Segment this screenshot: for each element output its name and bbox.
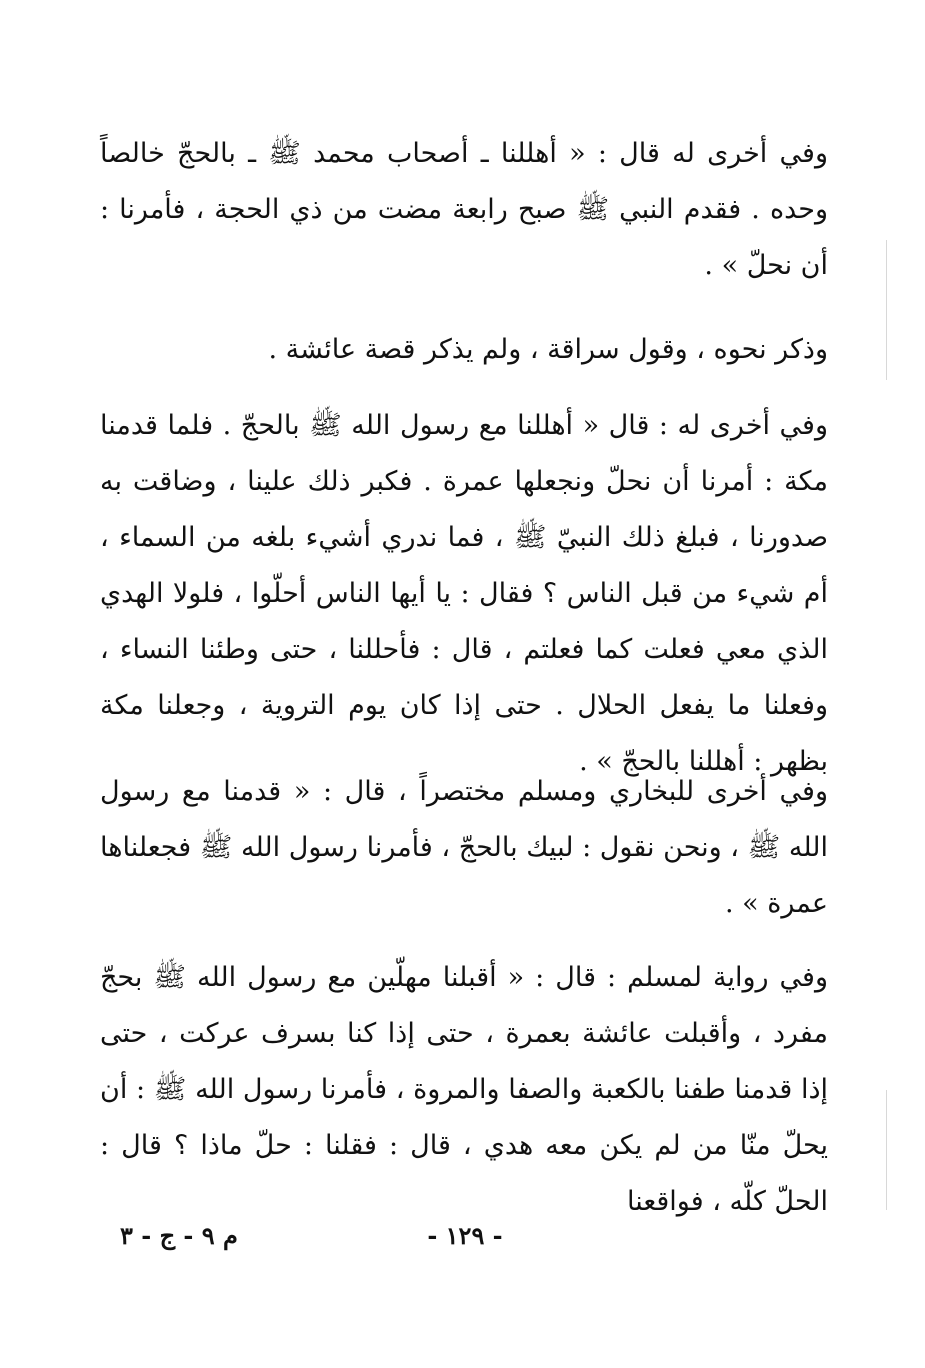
volume-reference: م ٩ - ج - ٣: [120, 1221, 238, 1250]
paragraph-hadith-4: وفي أخرى للبخاري ومسلم مختصراً ، قال : « قدمنا مع رسول الله ﷺ ، ونحن نقول : لبيك بالحجّ ، فأمرنا رسول الله ﷺ فجعلناها عمرة » .: [100, 776, 828, 919]
scan-edge-mark: [886, 1090, 887, 1210]
page-number: - ١٢٩ -: [427, 1221, 503, 1250]
paragraph-hadith-5: وفي رواية لمسلم : قال : « أقبلنا مهلّين مع رسول الله ﷺ بحجّ مفرد ، وأقبلت عائشة بعمرة ، حتى إذا كنا بسرف عركت ، حتى إذا قدمنا طفنا بالكعبة والصفا والمروة ، فأمرنا رسول الله ﷺ : أن يحلّ منّا من لم يكن معه هدي ، قال : فقلنا : حلّ ماذا ؟ قال : الحلّ كلّه ، فواقعنا: [100, 962, 828, 1217]
paragraph-hadith-2: وذكر نحوه ، وقول سراقة ، ولم يذكر قصة عائشة .: [268, 334, 828, 365]
paragraph-hadith-1: وفي أخرى له قال : « أهللنا ـ أصحاب محمد ﷺ ـ بالحجّ خالصاً وحده . فقدم النبي ﷺ صبح رابعة مضت من ذي الحجة ، فأمرنا : أن نحلّ » .: [100, 138, 828, 281]
paragraph-hadith-3: وفي أخرى له : قال « أهللنا مع رسول الله ﷺ بالحجّ . فلما قدمنا مكة : أمرنا أن نحلّ ونجعلها عمرة . فكبر ذلك علينا ، وضاقت به صدورنا ، فبلغ ذلك النبيّ ﷺ ، فما ندري أشيء بلغه من السماء ، أم شيء من قبل الناس ؟ فقال : يا أيها الناس أحلّوا ، فلولا الهدي الذي معي فعلت كما فعلتم ، قال : فأحللنا ، حتى وطئنا النساء ، وفعلنا ما يفعل الحلال . حتى إذا كان يوم التروية ، وجعلنا مكة بظهر : أهللنا بالحجّ » .: [100, 410, 828, 777]
scan-edge-mark: [886, 240, 887, 380]
